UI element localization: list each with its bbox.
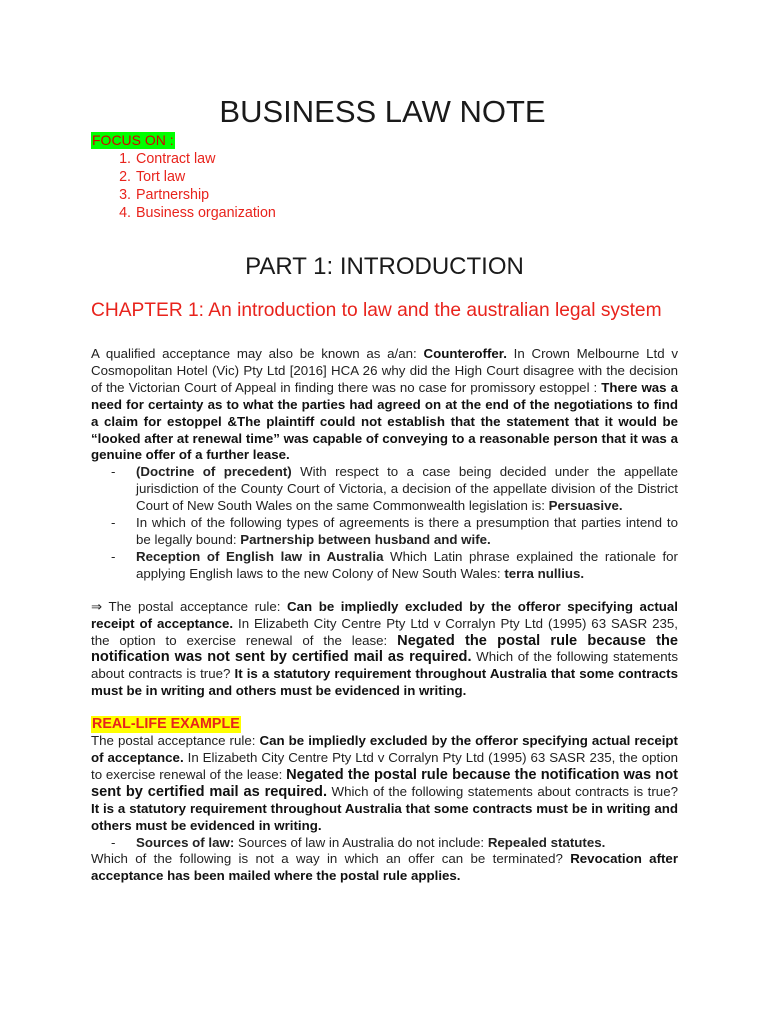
paragraph-real-life (91, 733, 678, 834)
bullet-answer: terra nullius. (504, 565, 585, 581)
bullet-topic: (Doctrine of precedent) (136, 464, 292, 480)
paragraph-text: Which of the following is not a way in which an offer can be terminated? (91, 851, 571, 867)
paragraph-text: In Elizabeth City Centre Pty Ltd v Corralyn Pty Ltd (1995) 63 SASR 235, the option to exercise renewal of the lease: (91, 615, 678, 648)
bullet-answer: Repealed statutes. (487, 834, 606, 850)
bullet-text: With respect to a case being decided under the appellate jurisdiction of the County Court of Victoria, a decision of the appellate division of the District Court of New South Wales on the same Commonwealth legislation is: (136, 464, 678, 514)
focus-item: 4. Business organization (135, 204, 678, 222)
paragraph-answer: Can be impliedly excluded by the offeror specifying actual receipt of acceptance. (91, 598, 678, 631)
bullet-item (136, 835, 678, 852)
bullet-item (136, 515, 678, 549)
real-life-example-label: REAL-LIFE EXAMPLE (92, 716, 240, 733)
focus-item: 2. Tort law (135, 168, 678, 186)
paragraph-text: The postal acceptance rule: (102, 598, 288, 614)
document-title: BUSINESS LAW NOTE (219, 94, 546, 129)
paragraph-answer: Negated the postal rule because the notification was not sent by certified mail as required. (91, 632, 678, 666)
paragraph-answer: There was a need for certainty as to what the parties had agreed on at the end of the negotiations to find a claim for estoppel &The plaintiff could not establish that the statement that it would be “looked after at renewal time” was capable of conveying to a reasonable person that it was a genuine offer of a further lease. (91, 379, 678, 463)
paragraph-text: In Elizabeth City Centre Pty Ltd v Corralyn Pty Ltd (1995) 63 SASR 235, the option to exercise renewal of the lease: (91, 750, 678, 782)
bullet-text: In which of the following types of agreements is there a presumption that parties intend to be legally bound: (136, 515, 678, 547)
paragraph-text: Which of the following statements about contracts is true? (327, 783, 678, 799)
part-heading: PART 1: INTRODUCTION (245, 253, 524, 280)
bullet-topic: Reception of English law in Australia (136, 548, 384, 564)
bullet-text: Sources of law in Australia do not include: (234, 834, 488, 850)
focus-list (91, 150, 678, 222)
bullet-list (91, 835, 678, 852)
focus-item: 3. Partnership (135, 186, 678, 204)
paragraph-answer: It is a statutory requirement throughout Australia that some contracts must be in writing and others must be evidenced in writing. (91, 800, 678, 833)
bullet-topic: Sources of law: (136, 834, 235, 850)
paragraph-offer-termination (91, 851, 678, 885)
paragraph-answer: Negated the postal rule because the notification was not sent by certified mail as required. (91, 766, 678, 800)
paragraph-text: In Crown Melbourne Ltd v Cosmopolitan Hotel (Vic) Pty Ltd [2016] HCA 26 why did the High Court disagree with the decision of the Victorian Court of Appeal in finding there was no case for promissory estoppel : (91, 346, 678, 395)
paragraph-postal-rule (91, 599, 678, 700)
page-content (91, 92, 678, 885)
bullet-answer: Persuasive. (548, 498, 623, 514)
bullet-text: Which Latin phrase explained the rationale for applying English laws to the new Colony of New South Wales: (136, 548, 678, 581)
bullet-item (136, 464, 678, 515)
focus-label: FOCUS ON : (92, 132, 174, 148)
paragraph-text: The postal acceptance rule: (91, 733, 260, 749)
paragraph-answer: Counteroffer. (423, 346, 507, 361)
focus-item: 1. Contract law (135, 150, 678, 168)
bullet-answer: Partnership between husband and wife. (240, 531, 491, 547)
paragraph-text: Which of the following statements about contracts is true? (91, 649, 678, 682)
paragraph-text: A qualified acceptance may also be known as a/an: (91, 346, 424, 361)
bullet-item (136, 549, 678, 583)
paragraph-answer: Revocation after acceptance has been mailed where the postal rule applies. (91, 851, 679, 884)
paragraph-qualified-acceptance (91, 346, 678, 464)
paragraph-answer: It is a statutory requirement throughout Australia that some contracts must be in writing and others must be evidenced in writing. (91, 666, 678, 699)
bullet-list (91, 464, 678, 582)
paragraph-answer: Can be impliedly excluded by the offeror specifying actual receipt of acceptance. (91, 733, 678, 766)
chapter-heading: CHAPTER 1: An introduction to law and the australian legal system (91, 300, 662, 321)
arrow-icon: ⇒ (91, 598, 103, 614)
